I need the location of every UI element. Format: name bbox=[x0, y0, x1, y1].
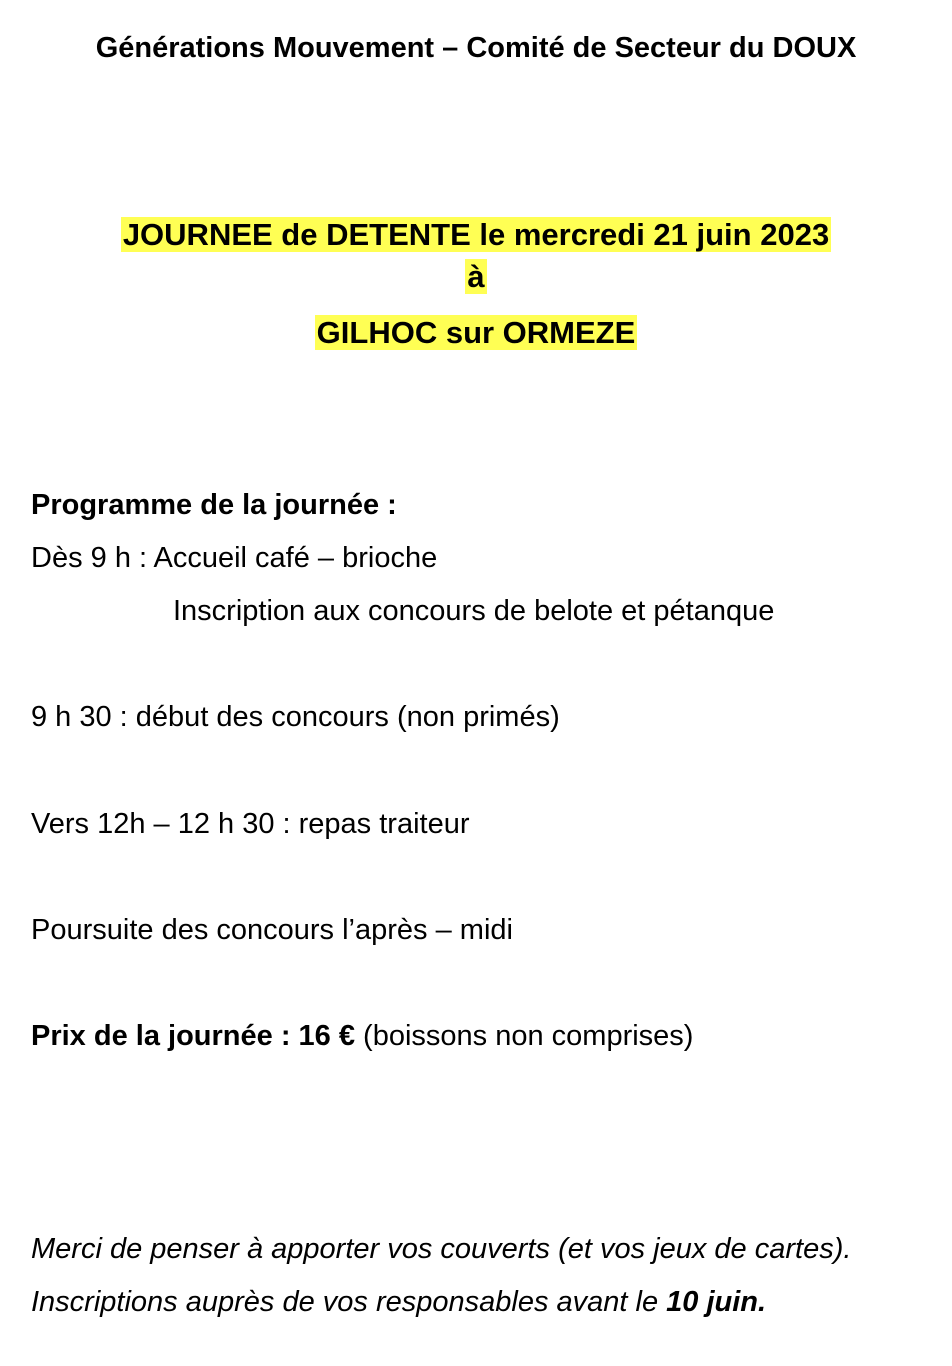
price-label: Prix de la journée : 16 € bbox=[31, 1020, 355, 1052]
price-note: (boissons non comprises) bbox=[354, 1020, 694, 1052]
registration-deadline: 10 juin. bbox=[666, 1286, 767, 1318]
connector-highlight: à bbox=[467, 259, 485, 294]
location-highlight: GILHOC sur ORMEZE bbox=[316, 315, 636, 350]
program-heading: Programme de la journée : bbox=[31, 489, 397, 521]
event-location bbox=[0, 316, 952, 350]
program-item-contest-start: 9 h 30 : début des concours (non primés) bbox=[31, 701, 560, 733]
footer-reminder: Merci de penser à apporter vos couverts (et vos jeux de cartes). bbox=[31, 1233, 852, 1265]
organization-header: Générations Mouvement – Comité de Secteur du DOUX bbox=[95, 32, 857, 64]
footer-registration bbox=[31, 1285, 766, 1319]
program-item-meal: Vers 12h – 12 h 30 : repas traiteur bbox=[31, 808, 470, 840]
event-title bbox=[0, 218, 952, 252]
program-item-afternoon: Poursuite des concours l’après – midi bbox=[31, 914, 513, 946]
program-item-registration: Inscription aux concours de belote et pétanque bbox=[173, 595, 775, 627]
event-title-highlight: JOURNEE de DETENTE le mercredi 21 juin 2023 bbox=[122, 217, 830, 252]
program-item-welcome: Dès 9 h : Accueil café – brioche bbox=[31, 542, 438, 574]
price-line bbox=[31, 1019, 693, 1053]
event-title-connector bbox=[0, 260, 952, 294]
registration-text: Inscriptions auprès de vos responsables avant le bbox=[31, 1286, 667, 1318]
